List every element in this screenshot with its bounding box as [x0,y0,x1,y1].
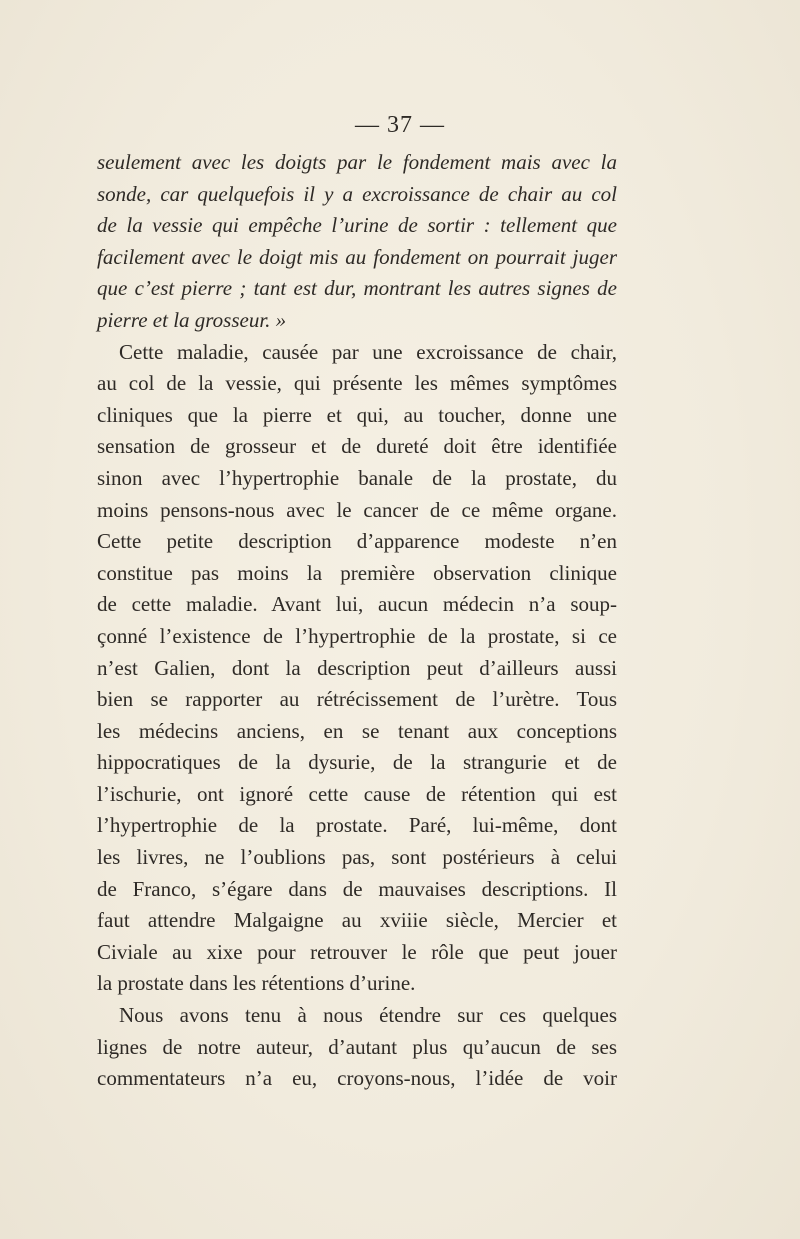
text-line: au col de la vessie, qui présente les mêmes symptômes [97,371,617,396]
text-line: Cette maladie, causée par une excroissance de chair, [119,339,617,364]
text-line: faut attendre Malgaigne au xviiie siècle, Mercier et [97,908,617,933]
text-line: que c’est pierre ; tant est dur, montrant les autres signes de [97,276,617,301]
text-line: Nous avons tenu à nous étendre sur ces quelques [119,1003,617,1028]
text-line: constitue pas moins la première observation clinique [97,560,617,585]
text-line: l’hypertrophie de la prostate. Paré, lui-même, dont [97,813,617,838]
text-line: facilement avec le doigt mis au fondement on pourrait juger [97,244,617,269]
text-line: seulement avec les doigts par le fondement mais avec la [97,150,617,174]
text-line: l’ischurie, ont ignoré cette cause de rétention qui est [97,781,617,806]
text-line: commentateurs n’a eu, croyons-nous, l’idée de voir [97,1066,617,1091]
text-line: n’est Galien, dont la description peut d’ailleurs aussi [97,655,617,680]
text-line: sinon avec l’hypertrophie banale de la prostate, du [97,465,617,490]
text-line: çonné l’existence de l’hypertrophie de la prostate, si ce [97,623,617,648]
text-line: bien se rapporter au rétrécissement de l’urètre. Tous [97,687,617,712]
body-text [97,147,617,1095]
text-line: Cette petite description d’apparence modeste n’en [97,529,617,554]
text-line: sonde, car quelquefois il y a excroissance de chair au col [97,181,617,206]
text-line: la prostate dans les rétentions d’urine. [97,971,416,996]
text-line: de la vessie qui empêche l’urine de sortir : tellement que [97,213,617,238]
text-line: les médecins anciens, en se tenant aux conceptions [97,718,617,743]
page-number: — 37 — [355,112,445,138]
text-line: de cette maladie. Avant lui, aucun médecin n’a soup- [97,592,617,617]
text-line: moins pensons-nous avec le cancer de ce même organe. [97,497,617,522]
text-line: pierre et la grosseur. » [97,307,287,332]
text-line: sensation de grosseur et de dureté doit être identifiée [97,434,617,459]
text-line: cliniques que la pierre et qui, au toucher, donne une [97,402,617,427]
text-line: les livres, ne l’oublions pas, sont postérieurs à celui [97,845,617,870]
text-line: hippocratiques de la dysurie, de la strangurie et de [97,750,617,775]
text-line: de Franco, s’égare dans de mauvaises descriptions. Il [97,876,617,901]
text-line: Civiale au xixe pour retrouver le rôle que peut jouer [97,939,617,964]
text-line: lignes de notre auteur, d’autant plus qu’aucun de ses [97,1034,617,1059]
